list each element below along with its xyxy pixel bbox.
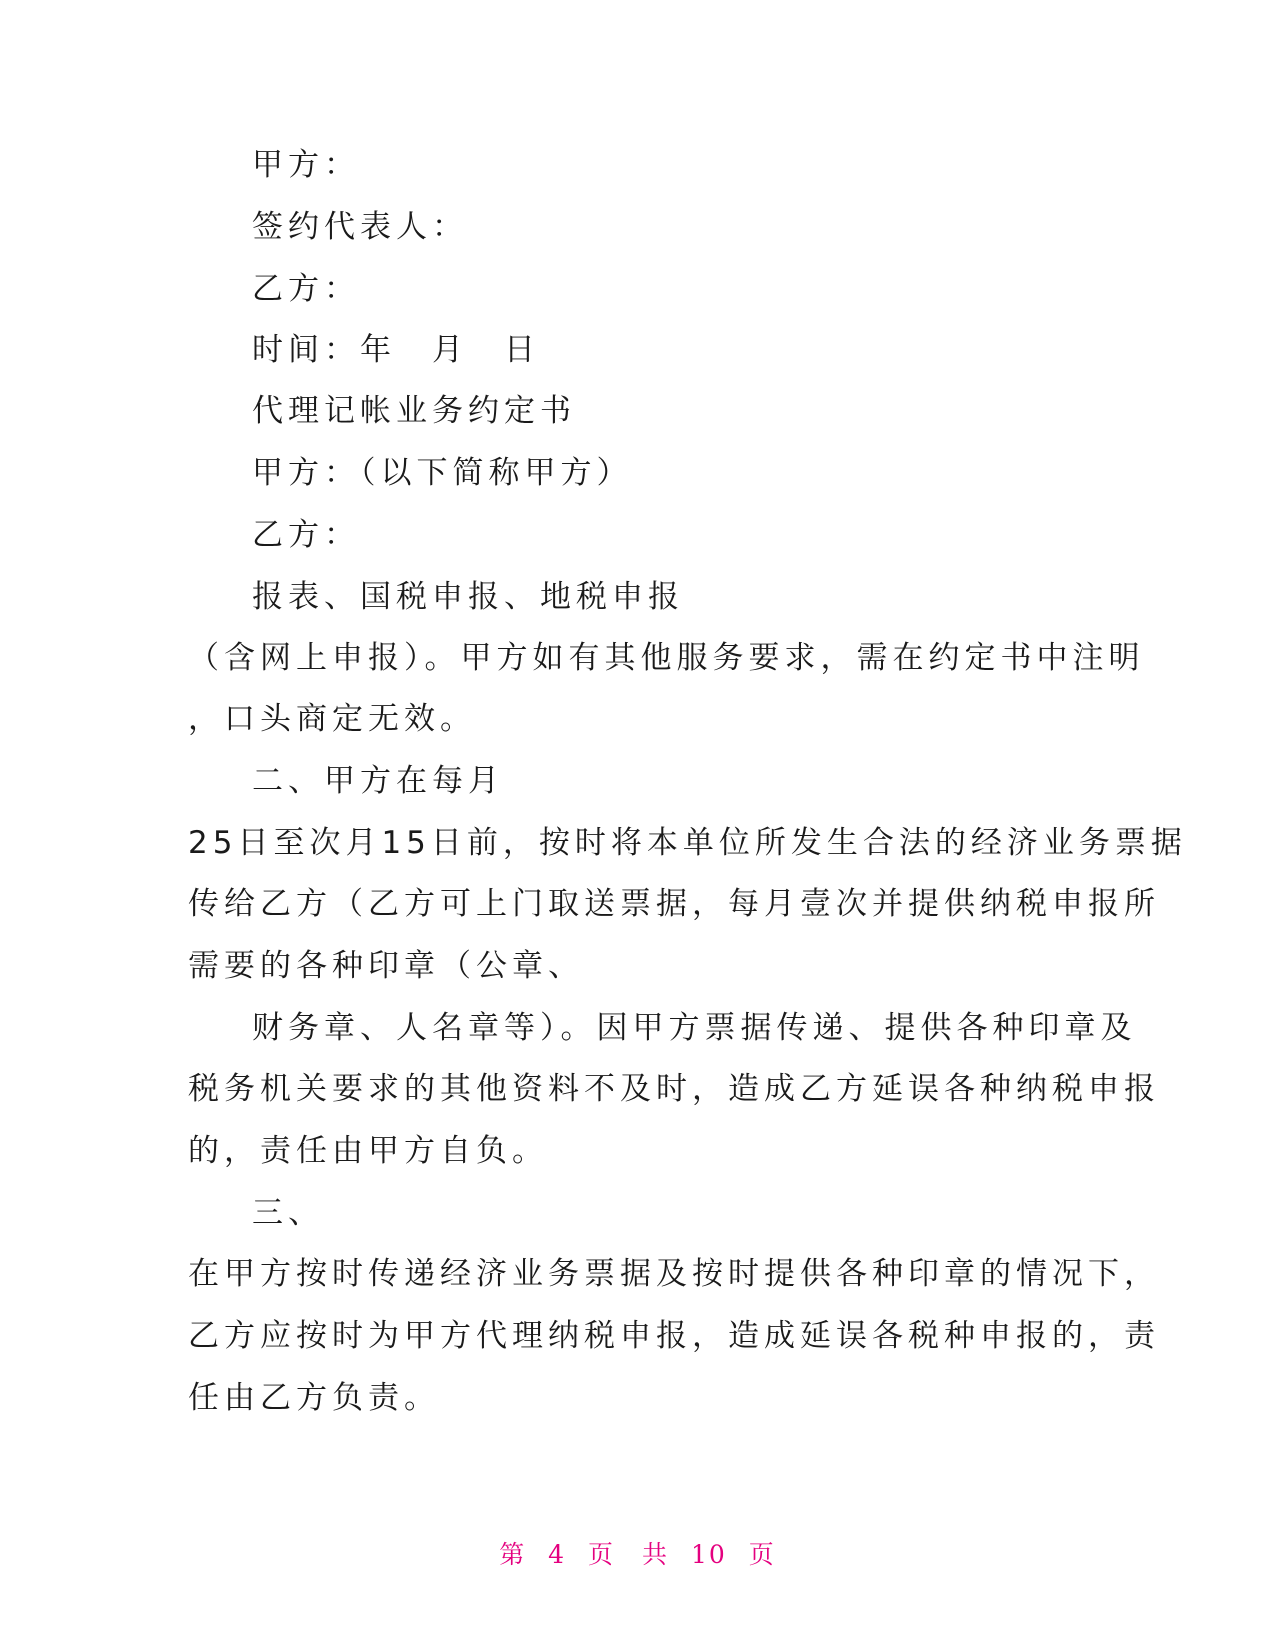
paragraph-line: 在甲方按时传递经济业务票据及按时提供各种印章的情况下， — [188, 1256, 1160, 1292]
footer-middle: 页 共 — [588, 1540, 670, 1569]
paragraph-line: 25日至次月15日前，按时将本单位所发生合法的经济业务票据 — [188, 825, 1187, 861]
paragraph-line: ，口头商定无效。 — [188, 701, 476, 737]
clause-three-heading: 三、 — [252, 1195, 324, 1231]
paragraph-line: （含网上申报）。甲方如有其他服务要求，需在约定书中注明 — [188, 640, 1145, 676]
date-label: 时间：年 月 日 — [252, 332, 540, 368]
footer-prefix: 第 — [499, 1540, 527, 1569]
paragraph-line: 需要的各种印章（公章、 — [188, 948, 584, 984]
party-a-definition: 甲方：（以下简称甲方） — [252, 455, 633, 491]
page-number-footer — [0, 1535, 1275, 1571]
agreement-title: 代理记帐业务约定书 — [252, 393, 576, 429]
signing-representative-label: 签约代表人： — [252, 209, 468, 245]
clause-two-heading: 二、甲方在每月 — [252, 763, 504, 799]
total-page-count: 10 — [691, 1540, 727, 1569]
paragraph-line: 的，责任由甲方自负。 — [188, 1133, 548, 1169]
paragraph-line: 传给乙方（乙方可上门取送票据，每月壹次并提供纳税申报所 — [188, 886, 1160, 922]
footer-suffix: 页 — [748, 1540, 776, 1569]
party-b-definition: 乙方： — [252, 517, 360, 553]
current-page-number: 4 — [548, 1540, 567, 1569]
paragraph-line: 税务机关要求的其他资料不及时，造成乙方延误各种纳税申报 — [188, 1071, 1160, 1107]
paragraph-line: 乙方应按时为甲方代理纳税申报，造成延误各税种申报的，责 — [188, 1318, 1160, 1354]
party-a-label: 甲方： — [252, 147, 360, 183]
party-b-label: 乙方： — [252, 271, 360, 307]
paragraph-line: 财务章、人名章等）。因甲方票据传递、提供各种印章及 — [252, 1010, 1137, 1046]
paragraph-line: 报表、国税申报、地税申报 — [252, 579, 684, 615]
paragraph-line: 任由乙方负责。 — [188, 1380, 440, 1416]
